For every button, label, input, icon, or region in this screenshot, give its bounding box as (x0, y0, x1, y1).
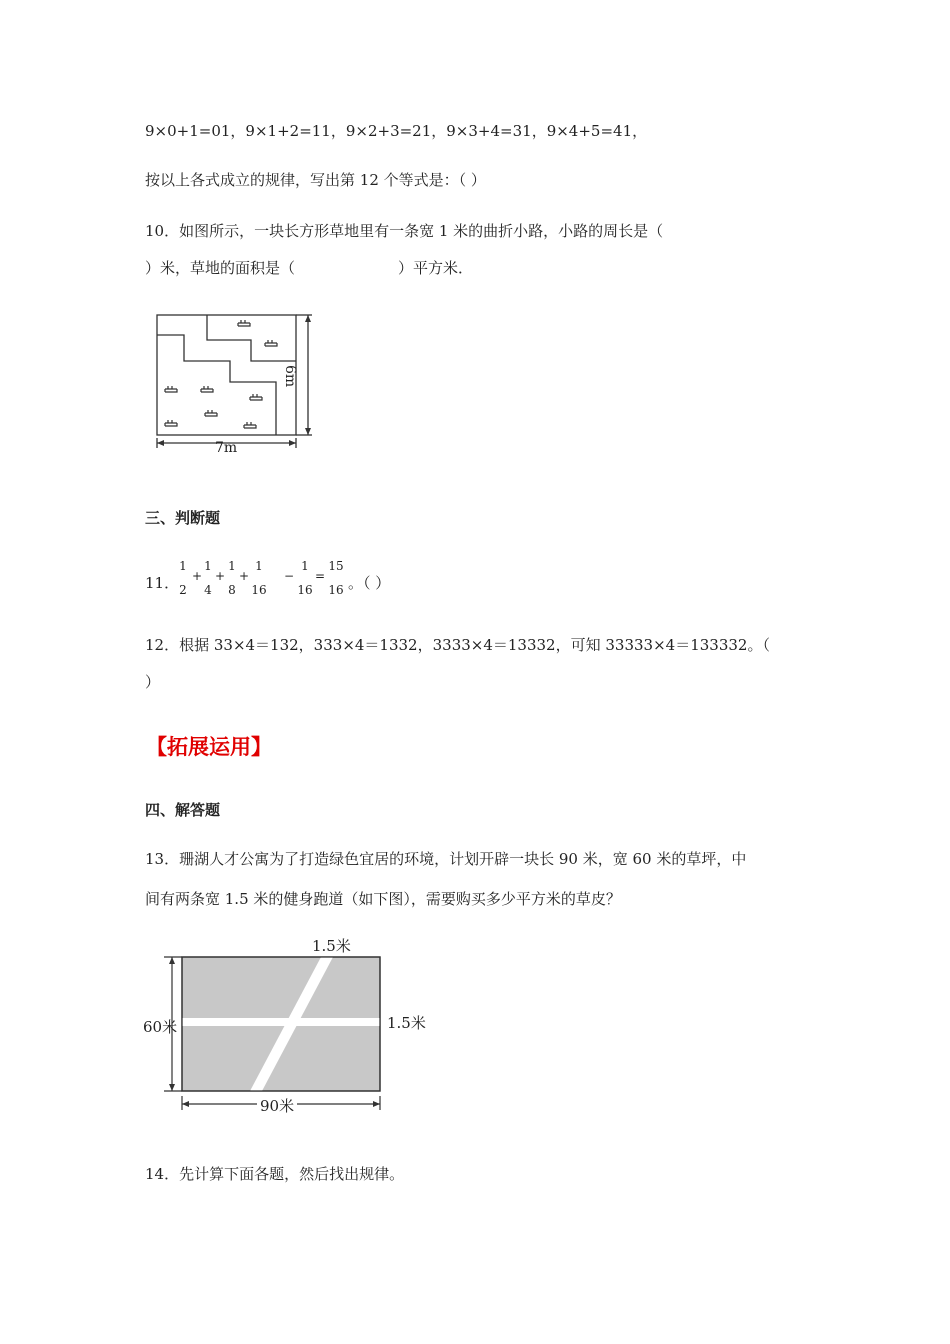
q11-plus-3: + (238, 569, 250, 583)
q10-line2b: ）平方米． (398, 259, 474, 277)
q13-top-label: 1.5米 (312, 937, 351, 955)
q11-plus-1: + (191, 569, 203, 583)
q13-line1: 13．珊湖人才公寓为了打造绿色宜居的环境，计划开辟一块长 90 米，宽 60 米的草坪，中 (145, 850, 747, 868)
q11-frac1-den: 2 (179, 583, 187, 597)
q12-line2: ） (145, 673, 161, 691)
q12-line1: 12．根据 33×4＝132，333×4＝1332，3333×4＝13332，可知 33333×4＝133332。（ (145, 636, 770, 654)
q11-tail: 。（ ） (348, 574, 391, 592)
q10-line2a: ）米，草地的面积是（ (145, 259, 296, 277)
q11-frac1-num: 1 (179, 559, 187, 573)
flower-icons (165, 320, 277, 428)
q11-frac4-num: 1 (255, 559, 263, 573)
q9-equations: 9×0+1=01，9×1+2=11，9×2+3=21，9×3+4=31，9×4+5=41， (145, 122, 648, 140)
q13-bottom-label: 90米 (257, 1095, 297, 1116)
q13-right-label: 1.5米 (387, 1014, 426, 1032)
q11-frac4-den: 16 (251, 583, 267, 597)
q11-num: 11． (145, 574, 180, 592)
q10-line1: 10．如图所示，一块长方形草地里有一条宽 1 米的曲折小路，小路的周长是（ (145, 222, 664, 240)
q10-width-label: 7m (215, 440, 238, 456)
section3-title: 三、判断题 (145, 509, 221, 527)
q11-frac6-num: 15 (328, 559, 344, 573)
q14-line1: 14．先计算下面各题，然后找出规律。 (145, 1165, 405, 1183)
q11-plus-2: + (214, 569, 226, 583)
q11-frac3-num: 1 (228, 559, 236, 573)
q11-frac3-den: 8 (228, 583, 236, 597)
extension-title: 【拓展运用】 (146, 735, 272, 759)
q13-left-label: 60米 (143, 1018, 178, 1036)
q11-frac2-den: 4 (204, 583, 212, 597)
q11-frac6-den: 16 (328, 583, 344, 597)
q11-frac2-num: 1 (204, 559, 212, 573)
q9-prompt: 按以上各式成立的规律，写出第 12 个等式是：（ ） (145, 171, 486, 189)
section4-title: 四、解答题 (145, 801, 221, 819)
horizontal-track (182, 1018, 380, 1026)
q11-frac5-den: 16 (297, 583, 313, 597)
q10-height-label: 6m (282, 365, 298, 388)
q11-equals: = (314, 569, 326, 583)
q11-minus: − (283, 569, 295, 583)
q13-line2: 间有两条宽 1.5 米的健身跑道（如下图），需要购买多少平方米的草皮？ (145, 890, 621, 908)
q11-frac5-num: 1 (301, 559, 309, 573)
